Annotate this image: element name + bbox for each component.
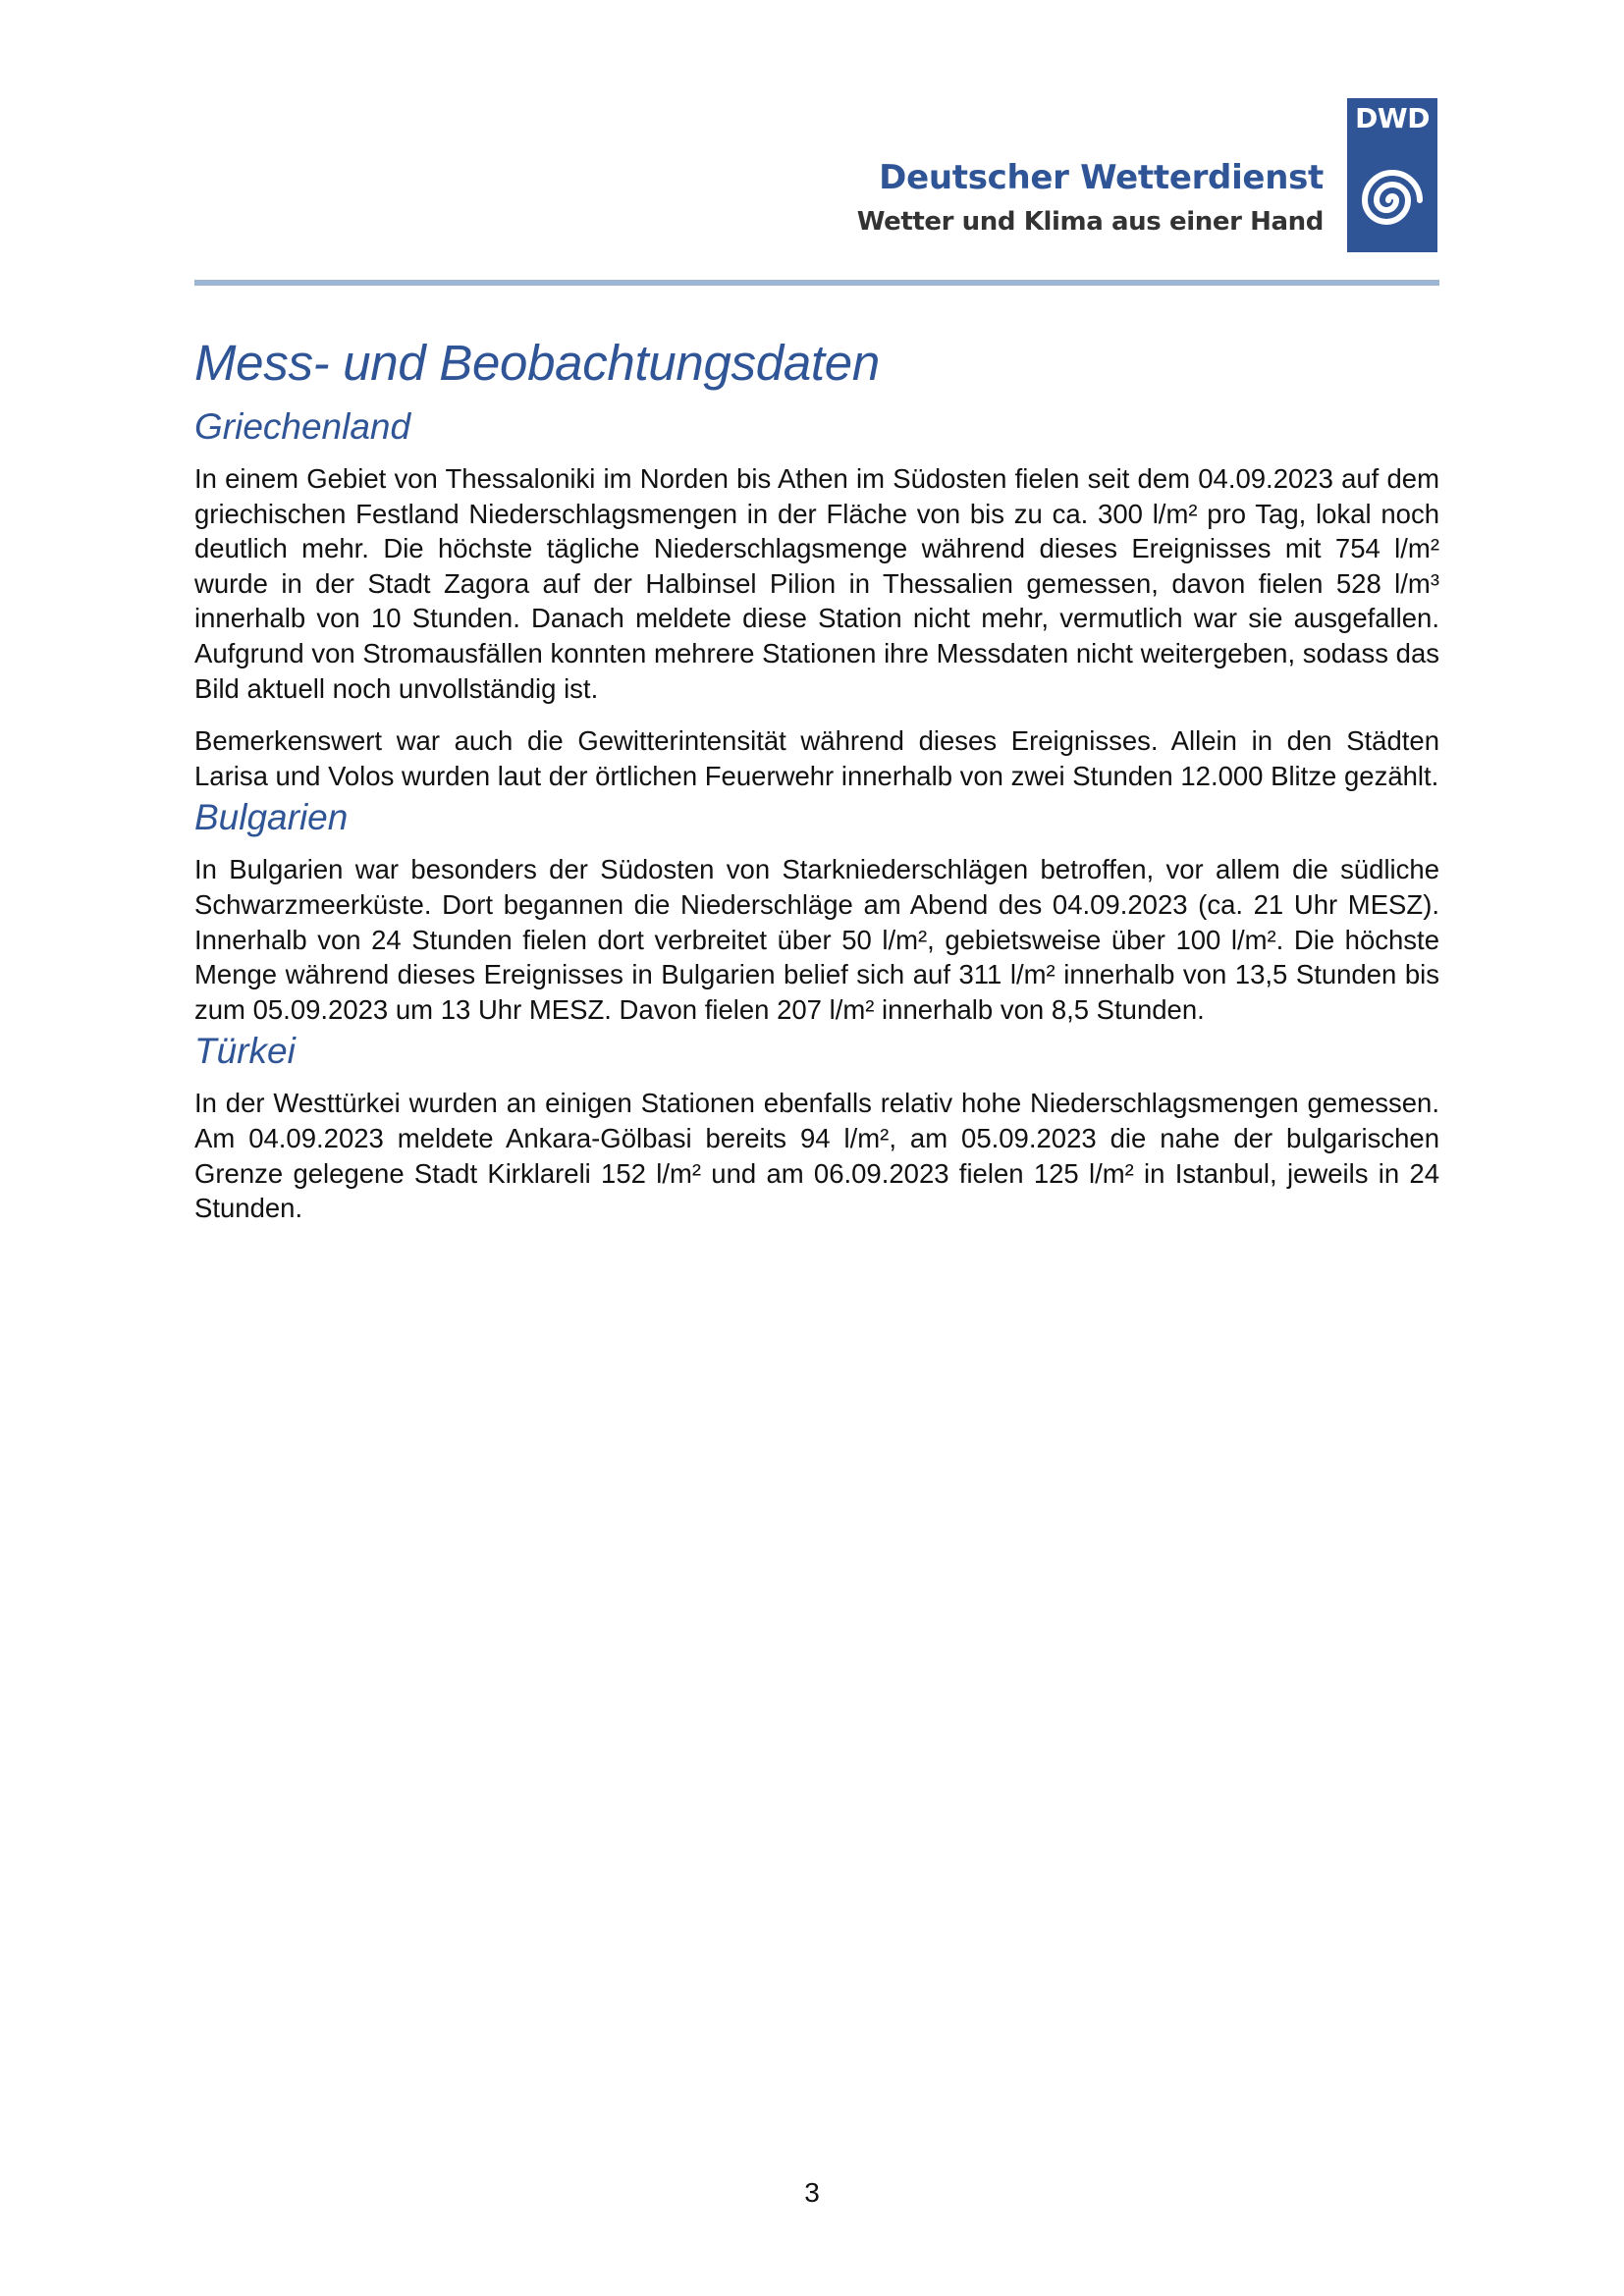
paragraph: In einem Gebiet von Thessaloniki im Norden bis Athen im Südosten fielen seit dem 04.09.2023 auf dem griechischen Festland Niederschlagsmengen in der Fläche von bis zu ca. 300 l/m² pro Tag, lokal noch deutlich mehr. Die höchste tägliche Niederschlagsmenge während dieses Ereignisses mit 754 l/m² wurde in der Stadt Zagora auf der Halbinsel Pilion in Thessalien gemessen, davon fielen 528 l/m³ innerhalb von 10 Stunden. Danach meldete diese Station nicht mehr, vermutlich war sie ausgefallen. Aufgrund von Stromausfällen konnten mehrere Stationen ihre Messdaten nicht weitergeben, sodass das Bild aktuell noch unvollständig ist. [194, 463, 1439, 704]
main-content [194, 324, 1439, 1226]
dwd-logo [1347, 98, 1437, 252]
section-heading-bulgarien: Bulgarien [194, 797, 349, 838]
brand-name: Deutscher Wetterdienst [879, 158, 1324, 197]
section-heading-tuerkei: Türkei [194, 1031, 296, 1072]
logo-text: DWD [1355, 102, 1430, 134]
paragraph: In Bulgarien war besonders der Südosten von Starkniederschlägen betroffen, vor allem die südliche Schwarzmeerküste. Dort begannen die Niederschläge am Abend des 04.09.2023 (ca. 21 Uhr MESZ). Innerhalb von 24 Stunden fielen dort verbreitet über 50 l/m², gebietsweise über 100 l/m². Die höchste Menge während dieses Ereignisses in Bulgarien belief sich auf 311 l/m² innerhalb von 13,5 Stunden bis zum 05.09.2023 um 13 Uhr MESZ. Davon fielen 207 l/m² innerhalb von 8,5 Stunden. [194, 854, 1439, 1025]
brand-tagline: Wetter und Klima aus einer Hand [856, 207, 1324, 237]
paragraph: In der Westtürkei wurden an einigen Stationen ebenfalls relativ hohe Niederschlagsmengen gemessen. Am 04.09.2023 meldete Ankara-Gölbasi bereits 94 l/m², am 05.09.2023 die nahe der bulgarischen Grenze gelegene Stadt Kirklareli 152 l/m² und am 06.09.2023 fielen 125 l/m² in Istanbul, jeweils in 24 Stunden. [194, 1088, 1439, 1224]
page-header [0, 0, 1624, 294]
swirl-icon [1355, 149, 1430, 243]
page-title: Mess- und Beobachtungsdaten [194, 335, 880, 391]
page-number: 3 [804, 2177, 820, 2208]
brand-block [857, 157, 1324, 240]
section-heading-griechenland: Griechenland [194, 406, 411, 447]
header-divider [194, 280, 1439, 286]
paragraph: Bemerkenswert war auch die Gewitterintensität während dieses Ereignisses. Allein in den Städten Larisa und Volos wurden laut der örtlichen Feuerwehr innerhalb von zwei Stunden 12.000 Blitze gezählt. [194, 725, 1439, 791]
